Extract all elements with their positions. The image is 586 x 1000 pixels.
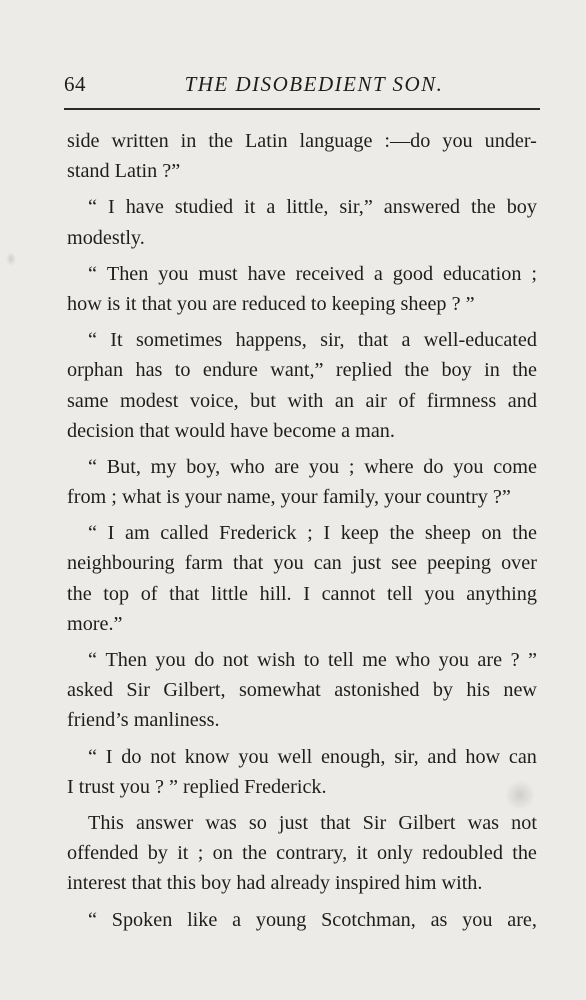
text-line: “ Spoken like a young Scotchman, as you are, (88, 908, 537, 931)
text-line: modestly. (67, 226, 145, 249)
header-rule (64, 108, 540, 110)
text-line: “ It sometimes happens, sir, that a well-educated (88, 329, 537, 352)
running-header (64, 72, 540, 102)
running-title: THE DISOBEDIENT SON. (184, 72, 444, 96)
text-line: from ; what is your name, your family, your country ?” (67, 486, 511, 509)
text-line: “ But, my boy, who are you ; where do you come (88, 455, 537, 478)
text-line: orphan has to endure want,” replied the boy in the (67, 359, 537, 382)
text-line: offended by it ; on the contrary, it only redoubled the (67, 842, 537, 865)
text-line: “ I am called Frederick ; I keep the sheep on the (88, 522, 537, 545)
text-line: “ I have studied it a little, sir,” answered the boy (88, 196, 537, 219)
text-line: more.” (67, 612, 123, 635)
text-line: “ I do not know you well enough, sir, and how can (88, 745, 537, 768)
text-line: I trust you ? ” replied Frederick. (67, 775, 327, 798)
text-line: neighbouring farm that you can just see peeping over (67, 552, 537, 575)
text-line: the top of that little hill. I cannot tell you anything (67, 582, 537, 605)
body-text (67, 126, 537, 935)
text-line: friend’s manliness. (67, 709, 220, 732)
page-number: 64 (64, 72, 86, 96)
text-line: “ Then you must have received a good education ; (88, 262, 537, 285)
paper-smudge (6, 252, 16, 266)
text-line: decision that would have become a man. (67, 419, 395, 442)
text-line: stand Latin ?” (67, 160, 181, 183)
text-line: This answer was so just that Sir Gilbert was not (88, 811, 537, 834)
text-line: same modest voice, but with an air of firmness and (67, 389, 537, 412)
text-line: how is it that you are reduced to keeping sheep ? ” (67, 292, 475, 315)
text-line: side written in the Latin language :—do you under- (67, 130, 537, 152)
text-line: asked Sir Gilbert, somewhat astonished by his new (67, 679, 537, 702)
text-line: interest that this boy had already inspired him with. (67, 872, 483, 895)
text-line: “ Then you do not wish to tell me who you are ? ” (88, 649, 537, 671)
